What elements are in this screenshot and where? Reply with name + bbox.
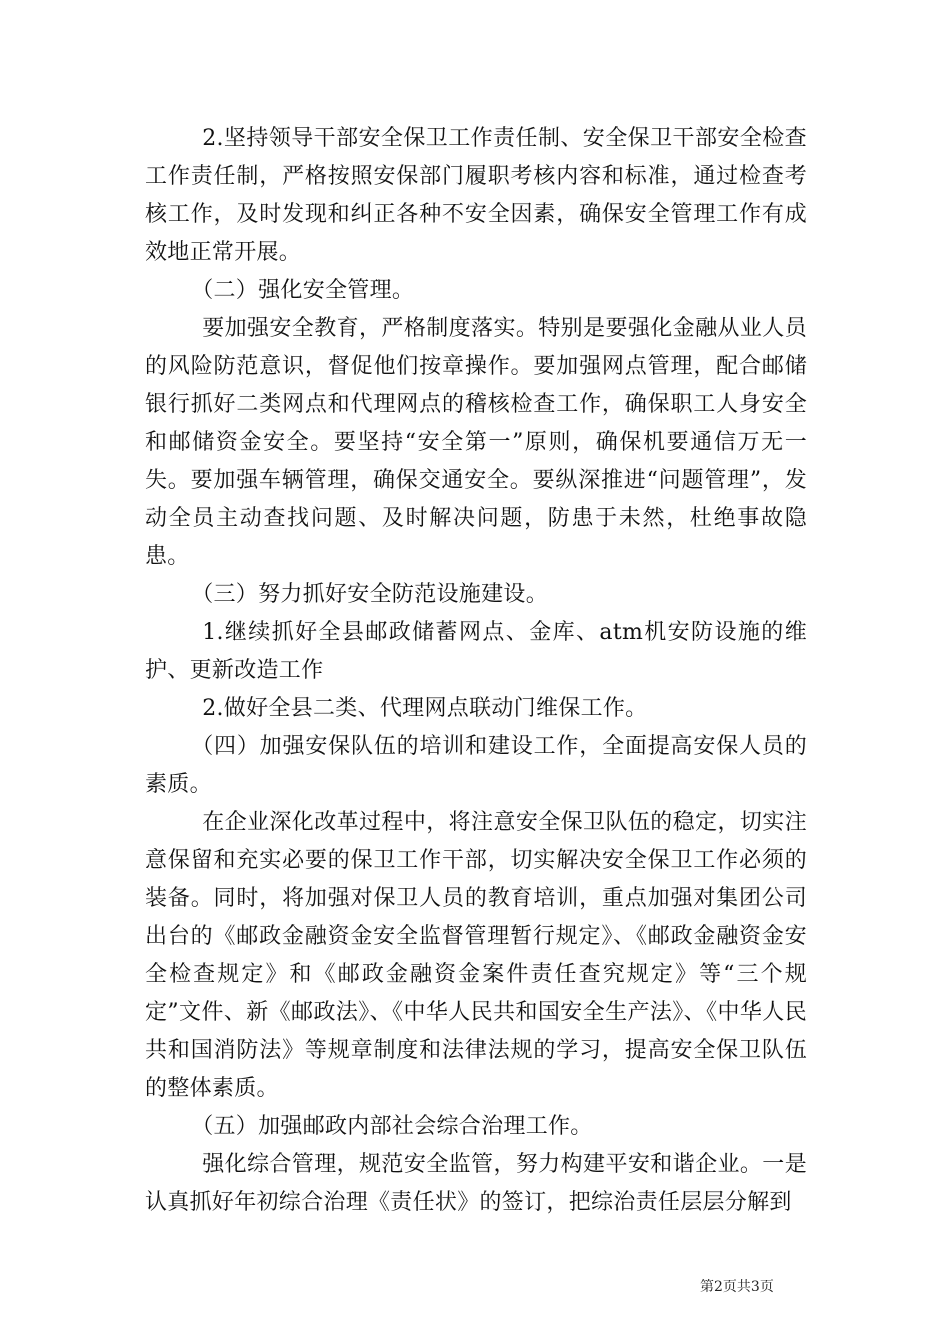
page-number-footer: 第2页共3页 (700, 1279, 774, 1295)
paragraph-item-2-doors: 2.做好全县二类、代理网点联动门维保工作。 (202, 696, 648, 721)
paragraph-comprehensive-management: 强化综合管理，规范安全监管，努力构建平安和谐企业。一是认真抓好年初综合治理《责任状》的签订，把综治责任层层分解到 (145, 1152, 807, 1215)
section-heading-4: （四）加强安保队伍的培训和建设工作，全面提高安保人员的素质。 (145, 734, 807, 797)
document-body (145, 120, 807, 1222)
paragraph-safety-management: 要加强安全教育，严格制度落实。特别是要强化金融从业人员的风险防范意识，督促他们按章操作。要加强网点管理，配合邮储银行抓好二类网点和代理网点的稽核检查工作，确保职工人身安全和邮储资金安全。要坚持“安全第一”原则，确保机要通信万无一失。要加强车辆管理，确保交通安全。要纵深推进“问题管理”，发动全员主动查找问题、及时解决问题，防患于未然，杜绝事故隐患。 (145, 316, 807, 569)
section-heading-2: （二）强化安全管理。 (191, 278, 415, 303)
paragraph-item-1-facilities: 1.继续抓好全县邮政储蓄网点、金库、atm机安防设施的维护、更新改造工作 (145, 620, 807, 683)
section-heading-3: （三）努力抓好安全防范设施建设。 (191, 582, 548, 607)
section-heading-5: （五）加强邮政内部社会综合治理工作。 (191, 1114, 593, 1139)
paragraph-item-2: 2.坚持领导干部安全保卫工作责任制、安全保卫干部安全检查工作责任制，严格按照安保部门履职考核内容和标准，通过检查考核工作，及时发现和纠正各种不安全因素，确保安全管理工作有成效地正常开展。 (145, 126, 807, 265)
paragraph-team-training: 在企业深化改革过程中，将注意安全保卫队伍的稳定，切实注意保留和充实必要的保卫工作干部，切实解决安全保卫工作必须的装备。同时，将加强对保卫人员的教育培训，重点加强对集团公司出台的《邮政金融资金安全监督管理暂行规定》、《邮政金融资金安全检查规定》和《邮政金融资金案件责任查究规定》等“三个规定”文件、新《邮政法》、《中华人民共和国安全生产法》、《中华人民共和国消防法》等规章制度和法律法规的学习，提高安全保卫队伍的整体素质。 (145, 810, 807, 1101)
